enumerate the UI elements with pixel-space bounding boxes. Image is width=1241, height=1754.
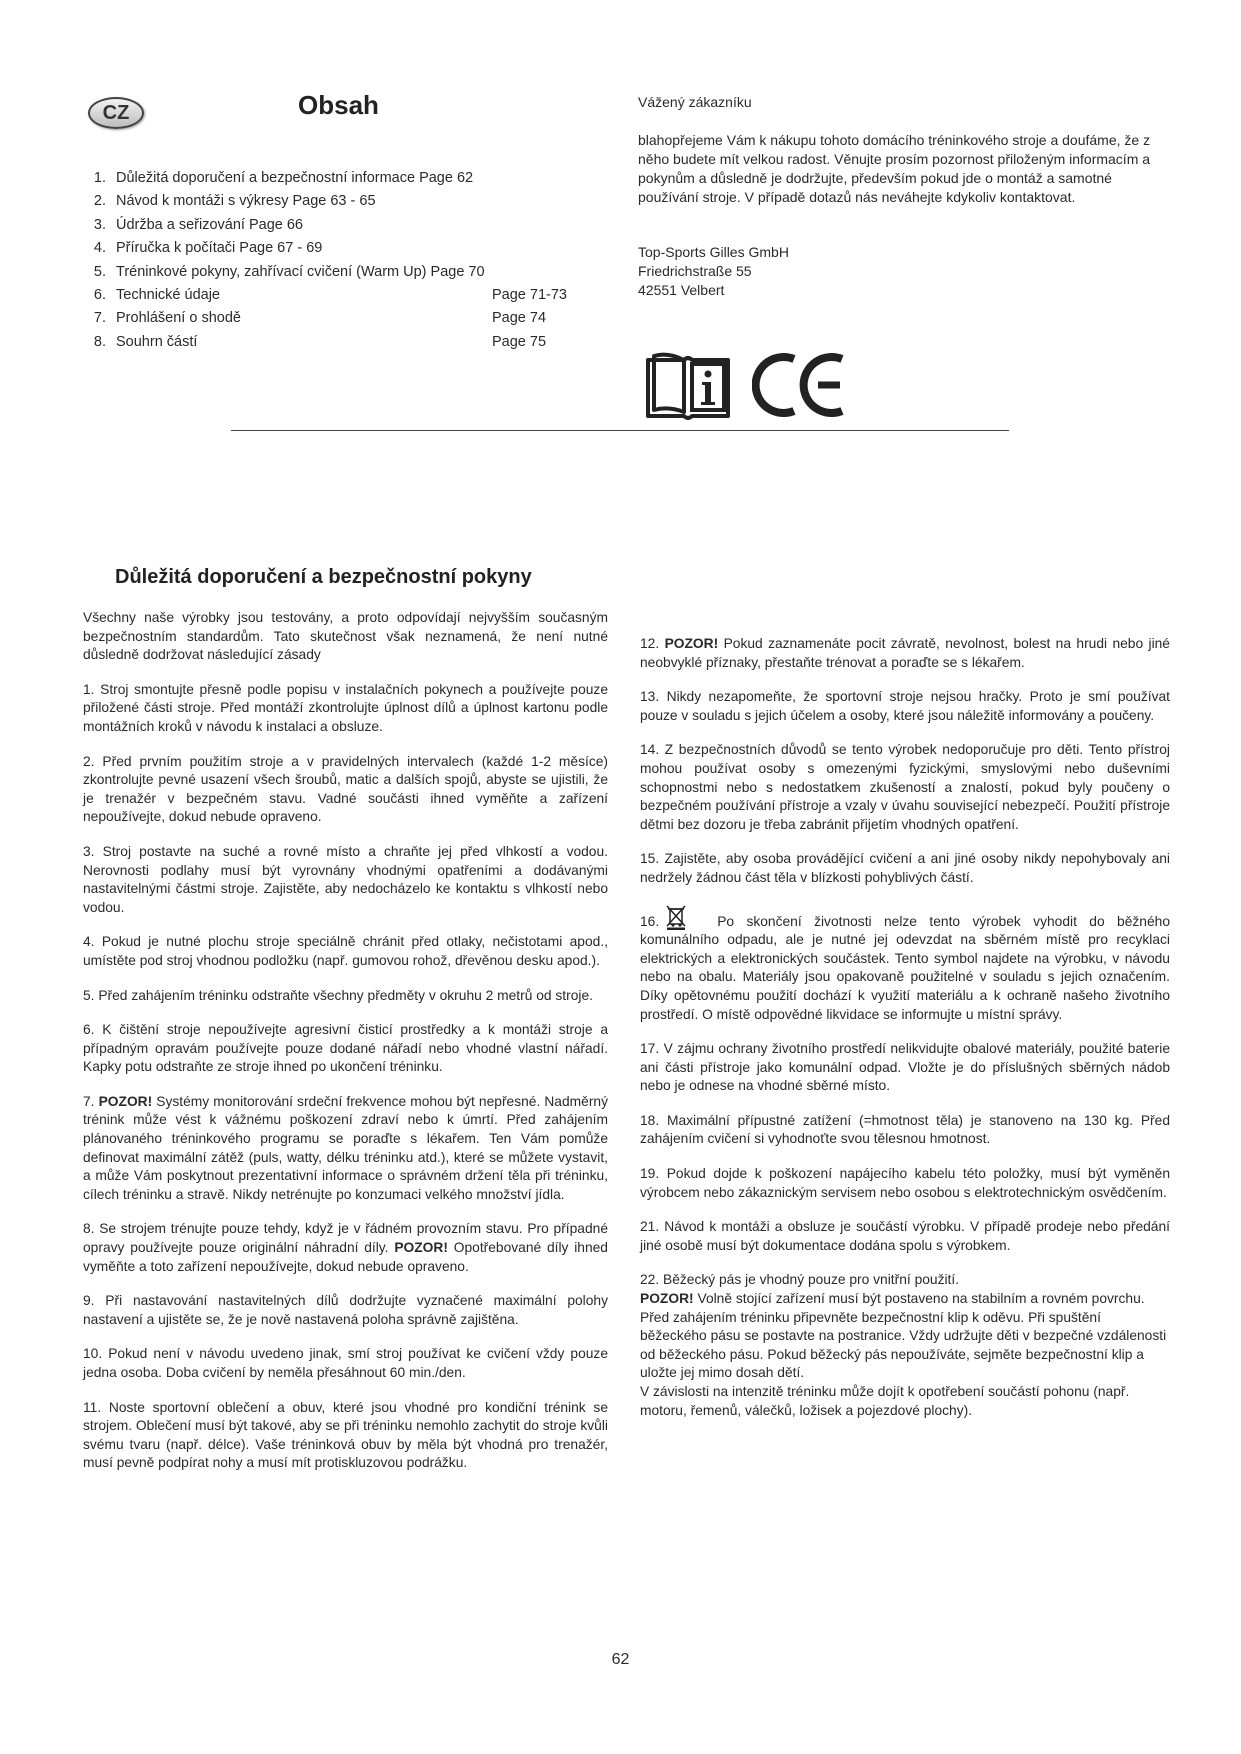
safety-column-left	[83, 609, 608, 1489]
page-number: 62	[611, 1651, 630, 1668]
toc-item: 5. Tréninkové pokyny, zahřívací cvičení (Warm Up) Page 70	[93, 263, 485, 280]
toc-item: 8. Souhrn částí Page 75	[93, 333, 547, 350]
company-name: Top-Sports Gilles GmbH	[638, 244, 789, 260]
toc-item: 3. Údržba a seřizování Page 66	[93, 216, 303, 233]
section-title: Důležitá doporučení a bezpečnostní pokyny	[115, 566, 532, 588]
letter-greeting: Vážený zákazníku	[638, 94, 752, 110]
company-street: Friedrichstraße 55	[638, 263, 752, 279]
safety-item: 15. Zajistěte, aby osoba provádějící cvičení a ani jiné osoby nikdy nepohybovaly ani nedržely žádnou část těla v blízkosti pohyblivých částí.	[640, 851, 1170, 885]
safety-item: 2. Před prvním použitím stroje a v pravidelných intervalech (každé 1-2 měsíce) zkontrolujte pevné usazení všech šroubů, matic a dalších spojů, abyste se ujistili, že je trenažér v bezpečném stavu. Vadné součásti ihned vyměňte a zařízení nepoužívejte, dokud nebude opraveno.	[83, 753, 608, 825]
safety-item: 21. Návod k montáži a obsluze je součástí výrobku. V případě prodeje nebo předání jiné osobě musí být dokumentace dodána spolu s výrobkem.	[640, 1219, 1170, 1253]
toc-title: Obsah	[298, 90, 379, 120]
toc-item: 4. Příručka k počítači Page 67 - 69	[93, 240, 323, 257]
toc-item: 1. Důležitá doporučení a bezpečnostní informace Page 62	[93, 170, 474, 186]
safety-item: 19. Pokud dojde k poškození napájecího kabelu této položky, musí být vyměněn výrobcem nebo zákaznickým servisem nebo osobou s elektrotechnickým osvědčením.	[640, 1166, 1170, 1200]
attention-label: POZOR!	[664, 636, 719, 651]
safety-intro: Všechny naše výrobky jsou testovány, a proto odpovídají nejvyšším současným bezpečnostním standardům. Tato skutečnost však neznamená, že není nutné důsledně dodržovat následující zásady	[83, 610, 608, 663]
letter-body: blahopřejeme Vám k nákupu tohoto domácího tréninkového stroje a doufáme, že z něho budete mít velkou radost. Věnujte prosím pozornost přiloženým informacím a pokynům a důsledně je dodržujte, především pokud jde o montáž a samotné používání stroje. V případě dotazů nás neváhejte kdykoliv kontaktovat.	[638, 132, 1151, 205]
toc-item: 2. Návod k montáži s výkresy Page 63 - 65	[93, 193, 376, 210]
safety-item: 11. Noste sportovní oblečení a obuv, které jsou vhodné pro kondiční trénink se strojem. Oblečení musí být takové, aby se při tréninku nemohlo zachytit do stroje kvůli svému tvaru (např. délce). Vaše tréninková obuv by měla být vhodná pro trenažér, musí pevně podpírat nohy a musí mít protiskluzovou podrážku.	[83, 1399, 608, 1471]
safety-item: 3. Stroj postavte na suché a rovné místo a chraňte jej před vlhkostí a vodou. Nerovnosti podlahy musí být vyrovnány vhodnými opatřeními a dodávanými nastavitelnými částmi stroje. Zajistěte, aby nedocházelo ke kontaktu s vlhkostí nebo vodou.	[83, 843, 608, 915]
safety-item: 17. V zájmu ochrany životního prostředí nelikvidujte obalové materiály, použité baterie ani části přístroje jako komunální odpad. Vložte je do příslušných sběrných nádob nebo je odnese na vhodné sběrné místo.	[640, 1041, 1170, 1094]
toc-item: 7. Prohlášení o shodě Page 74	[93, 310, 547, 327]
language-badge: CZ	[88, 97, 144, 129]
ce-mark-icon	[752, 349, 852, 421]
safety-item: 10. Pokud není v návodu uvedeno jinak, smí stroj používat ke cvičení vždy pouze jedna osoba. Doba cvičení by neměla přesáhnout 60 min./den.	[83, 1346, 608, 1380]
toc-item: 6. Technické údaje Page 71-73	[93, 286, 567, 303]
attention-label: POZOR!	[98, 1093, 153, 1109]
attention-label: POZOR!	[640, 1291, 694, 1307]
safety-item: 8. Se strojem trénujte pouze tehdy, když je v řádném provozním stavu. Pro případné opravy používejte pouze originální náhradní díly. POZOR! Opotřebované díly ihned vyměňte a toto zařízení nepoužívejte, dokud nebude opraveno.	[83, 1221, 608, 1274]
safety-item: 6. K čištění stroje nepoužívejte agresivní čisticí prostředky a k montáži stroje a případným opravám používejte pouze dodané nářadí nebo vhodné vlastní nářadí. Kapky potu odstraňte ze stroje ihned po ukončení tréninku.	[83, 1022, 608, 1075]
safety-item: 18. Maximální přípustné zatížení (=hmotnost těla) je stanoveno na 130 kg. Před zahájením cvičení si vyhodnoťte svou tělesnou hmotnost.	[640, 1112, 1170, 1147]
company-city: 42551 Velbert	[638, 282, 725, 298]
safety-item: 22. Běžecký pás je vhodný pouze pro vnitřní použití. POZOR! Volně stojící zařízení musí být postaveno na stabilním a rovném povrchu. Před zahájením tréninku připevněte bezpečnostní klip k oděvu. Při spuštění běžeckého pásu se postavte na postranice. Vždy udržujte děti v bezpečné vzdálenosti od běžeckého pásu. Pokud běžecký pás nepoužíváte, sejměte bezpečnostní klip a uložte jej mimo dosah dětí. V závislosti na intenzitě tréninku může dojít k opotřebení součástí pohonu (např. motoru, řemenů, válečků, ložisek a pojezdové plochy).	[640, 1272, 1167, 1418]
safety-item: 12. POZOR! Pokud zaznamenáte pocit závratě, nevolnost, bolest na hrudi nebo jiné neobvyklé příznaky, přestaňte trénovat a poraďte se s lékařem.	[640, 636, 1170, 670]
section-divider	[231, 430, 1009, 431]
safety-item: 16. Po skončení životnosti nelze tento výrobek vyhodit do běžného komunálního odpadu, ale je nutné jej odevzdat na sběrném místě pro recyklaci elektrických a elektronických součástek. Tento symbol najdete na výrobku, v návodu nebo na obalu. Materiály jsou opakovaně použitelné v souladu s jejich označením. Díky opětovnému použití dochází k využití materiálu a k ochraně našeho životního prostředí. O místě odpovědné likvidace se informujte u místní správy.	[640, 904, 1170, 1025]
company-address	[638, 243, 789, 300]
info-book-icon	[644, 350, 732, 422]
table-of-contents	[88, 167, 598, 354]
safety-item: 14. Z bezpečnostních důvodů se tento výrobek nedoporučuje pro děti. Tento přístroj mohou používat osoby s omezenými fyzickými, smyslovými nebo duševními schopnostmi nebo s nedostatkem zkušeností a znalostí, pokud byly poučeny o bezpečném používání přístroje a vzaly v úvahu související nebezpečí. Použití přístroje dětmi bez dozoru je třeba zabránit přijetím vhodných opatření.	[640, 742, 1170, 832]
safety-item: 13. Nikdy nezapomeňte, že sportovní stroje nejsou hračky. Proto je smí používat pouze v souladu s jejich účelem a osoby, které jsou náležitě informovány a poučeny.	[640, 689, 1170, 723]
safety-item: 5. Před zahájením tréninku odstraňte všechny předměty v okruhu 2 metrů od stroje.	[83, 987, 593, 1003]
attention-label: POZOR!	[394, 1240, 448, 1256]
safety-item: 9. Při nastavování nastavitelných dílů dodržujte vyznačené maximální polohy nastavení a ujistěte se, že je nově nastavená poloha správně zajištěna.	[83, 1293, 608, 1327]
safety-column-right	[640, 635, 1170, 1436]
safety-item: 4. Pokud je nutné plochu stroje speciálně chránit před otlaky, nečistotami apod., umístěte pod stroj vhodnou podložku (např. gumovou rohož, dřevěnou desku apod.).	[83, 934, 608, 968]
safety-item: 1. Stroj smontujte přesně podle popisu v instalačních pokynech a používejte pouze přiložené části stroje. Před montáží zkontrolujte úplnost dílů a úplnost kartonu podle montážních kroků v návodu k instalaci a obsluze.	[83, 681, 608, 734]
safety-item: 7. POZOR! Systémy monitorování srdeční frekvence mohou být nepřesné. Nadměrný trénink může vést k vážnému poškození zdraví nebo k úmrtí. Před zahájením plánovaného tréninkového programu se poraďte s lékařem. Ten Vám pomůže definovat maximální zátěž (puls, watty, délku tréninku atd.), které se můžete vystavit, a může Vám poskytnout prezentativní informace o správném držení těla při tréninku, cílech tréninku a stravě. Nikdy netrénujte po konzumaci velkého množství jídla.	[83, 1093, 608, 1202]
crossed-bin-icon	[665, 904, 687, 930]
